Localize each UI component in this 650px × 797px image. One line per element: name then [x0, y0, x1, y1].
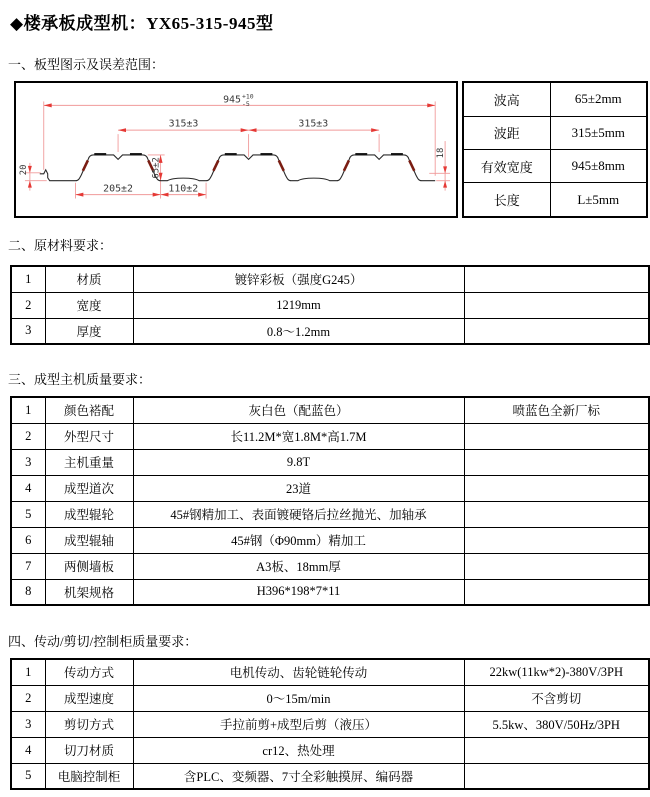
row-number-cell: 2: [11, 423, 45, 449]
item-note-cell: [464, 292, 649, 318]
item-note-cell: [464, 527, 649, 553]
table-row: [11, 763, 649, 789]
item-value-cell: cr12、热处理: [133, 737, 464, 763]
item-note-cell: [464, 737, 649, 763]
dim-overall-sub-label: -5: [241, 99, 250, 108]
item-value-cell: 9.8T: [133, 449, 464, 475]
table-row: [11, 527, 649, 553]
item-note-cell: [464, 553, 649, 579]
item-note-cell: [464, 475, 649, 501]
item-note-cell: [464, 423, 649, 449]
item-label-cell: 主机重量: [45, 449, 133, 475]
item-value-cell: 45#钢（Φ90mm）精加工: [133, 527, 464, 553]
item-label-cell: 成型辊轮: [45, 501, 133, 527]
item-note-cell: [464, 763, 649, 789]
table-row: [11, 553, 649, 579]
table-row: [11, 397, 649, 423]
row-number-cell: 1: [11, 397, 45, 423]
table-row: [11, 579, 649, 605]
tolerance-value-cell: 315±5mm: [550, 116, 647, 149]
drive-table: [10, 658, 650, 790]
item-label-cell: 剪切方式: [45, 711, 133, 737]
table-row: [11, 659, 649, 685]
item-note-cell: 5.5kw、380V/50Hz/3PH: [464, 711, 649, 737]
item-note-cell: 不含剪切: [464, 685, 649, 711]
table-row: [11, 711, 649, 737]
profile-figure-row: [14, 81, 650, 218]
diamond-icon: ◆: [10, 14, 24, 33]
row-number-cell: 1: [11, 266, 45, 292]
deck-profile-outline: [40, 155, 435, 181]
tolerance-table: [462, 81, 648, 218]
table-row: [11, 292, 649, 318]
row-number-cell: 3: [11, 449, 45, 475]
item-label-cell: 厚度: [45, 318, 133, 344]
item-label-cell: 成型速度: [45, 685, 133, 711]
item-value-cell: 长11.2M*宽1.8M*高1.7M: [133, 423, 464, 449]
item-value-cell: 0.8～1.2mm: [133, 318, 464, 344]
table-row: [463, 82, 647, 116]
item-label-cell: 材质: [45, 266, 133, 292]
item-value-cell: 电机传动、齿轮链轮传动: [133, 659, 464, 685]
dim-wave-height-label: 65±2: [151, 157, 162, 179]
item-value-cell: 灰白色（配蓝色）: [133, 397, 464, 423]
dim-overall-sup-label: +10: [241, 92, 254, 101]
row-number-cell: 5: [11, 763, 45, 789]
tolerance-value-cell: 65±2mm: [550, 82, 647, 116]
table-row: [11, 318, 649, 344]
table-row: [11, 475, 649, 501]
item-note-cell: [464, 579, 649, 605]
tolerance-label-cell: 波距: [463, 116, 550, 149]
item-label-cell: 颜色褡配: [45, 397, 133, 423]
dimension-arrows: [28, 103, 447, 196]
item-label-cell: 外型尺寸: [45, 423, 133, 449]
slope-emboss-marks: [83, 160, 414, 170]
row-number-cell: 3: [11, 318, 45, 344]
row-number-cell: 4: [11, 475, 45, 501]
material-table: [10, 265, 650, 345]
row-number-cell: 1: [11, 659, 45, 685]
page-title-text: 楼承板成型机：YX65-315-945型: [23, 14, 274, 33]
section-heading-drive: 四、传动/剪切/控制柜质量要求：: [8, 634, 198, 649]
row-number-cell: 8: [11, 579, 45, 605]
item-label-cell: 成型辊轴: [45, 527, 133, 553]
table-row: [11, 266, 649, 292]
profile-drawing-box: [14, 81, 458, 218]
item-label-cell: 切刀材质: [45, 737, 133, 763]
item-value-cell: 1219mm: [133, 292, 464, 318]
table-row: [11, 501, 649, 527]
table-row: [11, 423, 649, 449]
table-row: [11, 737, 649, 763]
item-value-cell: 镀锌彩板（强度G245）: [133, 266, 464, 292]
item-note-cell: [464, 266, 649, 292]
extension-lines: [25, 101, 450, 198]
item-note-cell: 22kw(11kw*2)-380V/3PH: [464, 659, 649, 685]
item-note-cell: [464, 318, 649, 344]
item-label-cell: 电脑控制柜: [45, 763, 133, 789]
row-number-cell: 4: [11, 737, 45, 763]
dim-bottom-left-label: 205±2: [103, 183, 133, 195]
item-label-cell: 两侧墙板: [45, 553, 133, 579]
machine-table: [10, 396, 650, 606]
item-value-cell: H396*198*7*11: [133, 579, 464, 605]
tolerance-value-cell: 945±8mm: [550, 149, 647, 182]
table-row: [463, 149, 647, 182]
row-number-cell: 5: [11, 501, 45, 527]
tolerance-value-cell: L±5mm: [550, 183, 647, 217]
item-label-cell: 传动方式: [45, 659, 133, 685]
item-value-cell: 手拉前剪+成型后剪（液压）: [133, 711, 464, 737]
tolerance-label-cell: 有效宽度: [463, 149, 550, 182]
item-label-cell: 机架规格: [45, 579, 133, 605]
item-value-cell: 含PLC、变频器、7寸全彩触摸屏、编码器: [133, 763, 464, 789]
table-row: [463, 116, 647, 149]
item-value-cell: 0～15m/min: [133, 685, 464, 711]
dimension-lines: [44, 105, 435, 194]
item-value-cell: 45#钢精加工、表面镀硬铬后拉丝抛光、加轴承: [133, 501, 464, 527]
dim-bottom-mid-label: 110±2: [168, 183, 199, 195]
profile-drawing: [16, 83, 456, 216]
page-title: [10, 9, 650, 34]
row-number-cell: 7: [11, 553, 45, 579]
dim-edge-right-label: 18: [436, 147, 447, 159]
row-number-cell: 2: [11, 292, 45, 318]
item-note-cell: [464, 501, 649, 527]
row-number-cell: 6: [11, 527, 45, 553]
table-row: [11, 685, 649, 711]
dim-overall-label: 945: [223, 94, 241, 106]
row-number-cell: 2: [11, 685, 45, 711]
table-row: [11, 449, 649, 475]
item-value-cell: A3板、18mm厚: [133, 553, 464, 579]
dim-edge-left-label: 20: [18, 164, 29, 176]
item-label-cell: 宽度: [45, 292, 133, 318]
item-label-cell: 成型道次: [45, 475, 133, 501]
row-number-cell: 3: [11, 711, 45, 737]
item-note-cell: 喷蓝色全新厂标: [464, 397, 649, 423]
tolerance-label-cell: 波高: [463, 82, 550, 116]
section-heading-material: 二、原材料要求：: [8, 238, 113, 253]
section-heading-profile: 一、板型图示及误差范围：: [8, 57, 165, 72]
tolerance-label-cell: 长度: [463, 183, 550, 217]
item-note-cell: [464, 449, 649, 475]
dim-pitch-right-label: 315±3: [298, 118, 329, 130]
table-row: [463, 183, 647, 217]
item-value-cell: 23道: [133, 475, 464, 501]
dim-pitch-left-label: 315±3: [168, 118, 199, 130]
section-heading-machine: 三、成型主机质量要求：: [8, 372, 152, 387]
